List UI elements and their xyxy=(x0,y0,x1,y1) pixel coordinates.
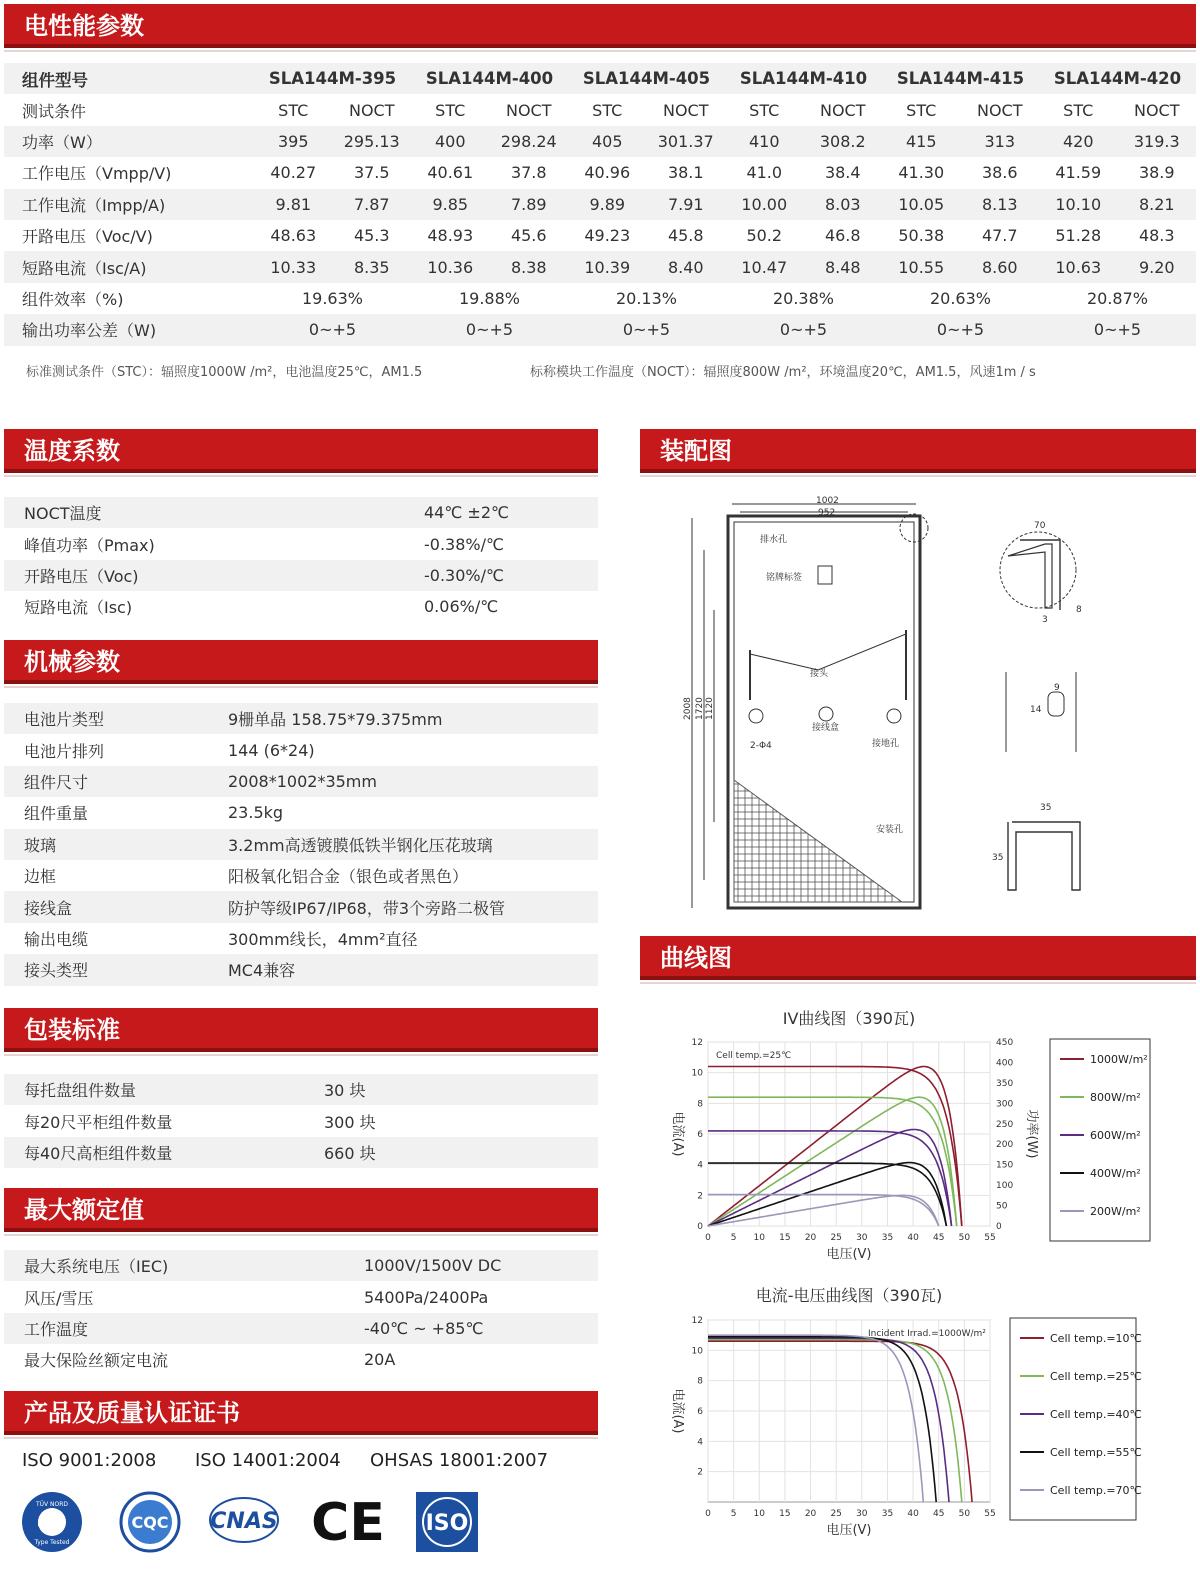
x-tick-label: 10 xyxy=(753,1509,765,1519)
section-header-curves: 曲线图 xyxy=(640,936,1196,980)
row-label: 每20尺平柜组件数量 xyxy=(24,1112,173,1132)
legend-entry: 400W/m² xyxy=(1090,1167,1141,1180)
row-label: 短路电流（Isc/A) xyxy=(22,258,147,278)
cell-value: 0~+5 xyxy=(308,320,357,340)
section-header-electrical: 电性能参数 xyxy=(4,4,1196,48)
cell-value: 10.55 xyxy=(898,257,945,277)
cell-value: 20.13% xyxy=(615,288,677,308)
svg-text:35: 35 xyxy=(992,853,1004,863)
chart-title: 电流-电压曲线图（390瓦) xyxy=(755,1286,943,1305)
cell-value: 10.10 xyxy=(1055,194,1102,214)
row-label: 峰值功率（Pmax) xyxy=(24,535,155,555)
y2-tick-label: 100 xyxy=(996,1181,1014,1192)
row-value: 0.06%/℃ xyxy=(424,597,499,617)
cell-value: 9.89 xyxy=(589,194,626,214)
y2-tick-label: 250 xyxy=(996,1119,1014,1130)
row-label: 开路电压（Voc/V) xyxy=(22,227,153,247)
cell-value: 41.0 xyxy=(746,163,783,183)
cell-value: 0~+5 xyxy=(936,320,985,340)
cell-value: 20.63% xyxy=(929,288,991,308)
y-tick-label: 8 xyxy=(697,1376,703,1387)
svg-text:9: 9 xyxy=(1054,683,1060,693)
row-label: 输出电缆 xyxy=(24,929,89,949)
row-label: 输出功率公差（W) xyxy=(22,321,157,341)
row-value: 20A xyxy=(364,1350,396,1370)
iso-logo xyxy=(416,1492,478,1552)
cell-value: 7.89 xyxy=(510,194,547,214)
condition-stc: STC xyxy=(278,100,309,120)
cell-value: 7.87 xyxy=(353,194,390,214)
cell-value: 40.27 xyxy=(270,163,317,183)
tolerance-row xyxy=(4,314,1196,345)
row-value: 2008*1002*35mm xyxy=(228,771,377,791)
model-label: 组件型号 xyxy=(22,70,88,90)
y-tick-label: 2 xyxy=(697,1467,703,1478)
table-row xyxy=(4,220,1196,251)
cell-value: 0~+5 xyxy=(779,320,828,340)
condition-noct: NOCT xyxy=(819,100,866,120)
cell-value: 301.37 xyxy=(657,131,714,151)
row-label: 电池片类型 xyxy=(24,710,105,730)
x-tick-label: 35 xyxy=(881,1509,894,1519)
legend-entry: 1000W/m² xyxy=(1090,1053,1148,1066)
table-row xyxy=(4,1344,598,1375)
cert-ohsas: OHSAS 18001:2007 xyxy=(370,1450,549,1471)
condition-stc: STC xyxy=(592,100,623,120)
row-label: 边框 xyxy=(24,867,57,887)
cell-value: 40.61 xyxy=(427,163,474,183)
row-value: 3.2mm高透镀膜低铁半钢化压花玻璃 xyxy=(228,835,493,855)
legend-entry: 200W/m² xyxy=(1090,1205,1141,1218)
row-value: 阳极氧化铝合金（银色或者黑色） xyxy=(228,867,469,887)
x-tick-label: 0 xyxy=(705,1509,711,1519)
cell-value: 8.40 xyxy=(667,257,704,277)
cell-value: 48.93 xyxy=(427,226,474,246)
svg-text:安装孔: 安装孔 xyxy=(876,825,904,835)
svg-text:1002: 1002 xyxy=(816,496,839,506)
row-value: -0.38%/℃ xyxy=(424,534,504,554)
table-row xyxy=(4,766,598,797)
table-row xyxy=(4,251,1196,282)
cell-value: 38.9 xyxy=(1138,163,1175,183)
y2-axis-label: 功率(W) xyxy=(1024,1109,1039,1159)
legend-entry: Cell temp.=55℃ xyxy=(1050,1446,1142,1459)
x-tick-label: 0 xyxy=(705,1233,711,1243)
svg-text:1120: 1120 xyxy=(705,697,715,720)
cell-value: 19.63% xyxy=(301,288,363,308)
svg-text:接地孔: 接地孔 xyxy=(872,739,900,749)
tuv-logo xyxy=(22,1492,82,1552)
table-row xyxy=(4,923,598,954)
cert-iso9001: ISO 9001:2008 xyxy=(22,1450,157,1471)
y2-tick-label: 400 xyxy=(996,1058,1014,1069)
svg-text:ISO: ISO xyxy=(425,1511,469,1536)
row-value: 1000V/1500V DC xyxy=(364,1256,502,1276)
electrical-table xyxy=(4,63,1196,346)
row-label: 组件效率（%) xyxy=(22,289,124,309)
cnas-logo xyxy=(210,1498,278,1542)
cert-iso14001: ISO 14001:2004 xyxy=(195,1450,341,1471)
cell-value: 400 xyxy=(434,131,466,151)
condition-stc: STC xyxy=(435,100,466,120)
legend-entry: Cell temp.=40℃ xyxy=(1050,1408,1142,1421)
cell-value: 51.28 xyxy=(1055,226,1102,246)
x-tick-label: 5 xyxy=(730,1233,737,1243)
cell-value: 395 xyxy=(277,131,309,151)
row-label: 每托盘组件数量 xyxy=(24,1081,137,1101)
cell-value: 41.30 xyxy=(898,163,945,183)
cell-value: 10.05 xyxy=(898,194,945,214)
condition-noct: NOCT xyxy=(976,100,1023,120)
svg-text:1720: 1720 xyxy=(695,697,705,720)
chart-annotation: Incident Irrad.=1000W/m² xyxy=(868,1329,986,1339)
x-tick-label: 35 xyxy=(881,1233,894,1243)
temperature-table xyxy=(4,497,598,623)
cell-value: 19.88% xyxy=(458,288,520,308)
section-header-certificates: 产品及质量认证证书 xyxy=(4,1391,598,1435)
row-value: 23.5kg xyxy=(228,803,284,823)
y-axis-label: 电流(A) xyxy=(670,1111,685,1157)
cell-value: 50.38 xyxy=(898,226,945,246)
cell-value: 0~+5 xyxy=(622,320,671,340)
y-tick-label: 6 xyxy=(697,1407,703,1417)
svg-text:14: 14 xyxy=(1030,705,1042,715)
svg-text:35: 35 xyxy=(1040,803,1052,813)
x-tick-label: 50 xyxy=(958,1233,971,1243)
table-row xyxy=(4,189,1196,220)
x-tick-label: 45 xyxy=(933,1509,945,1519)
cell-value: 10.39 xyxy=(584,257,631,277)
svg-text:CQC: CQC xyxy=(131,1513,169,1532)
x-tick-label: 15 xyxy=(779,1233,791,1243)
svg-text:排水孔: 排水孔 xyxy=(760,535,788,545)
y-tick-label: 2 xyxy=(697,1191,703,1202)
row-label: 接线盒 xyxy=(24,898,73,918)
x-tick-label: 15 xyxy=(779,1509,791,1519)
cell-value: 9.20 xyxy=(1138,257,1175,277)
condition-noct: NOCT xyxy=(348,100,395,120)
cell-value: 313 xyxy=(984,131,1016,151)
y-tick-label: 12 xyxy=(691,1316,703,1326)
table-row xyxy=(4,829,598,860)
x-tick-label: 10 xyxy=(753,1233,765,1243)
cell-value: 415 xyxy=(905,131,937,151)
noct-note: 标称模块工作温度（NOCT）：辐照度800W /m²，环境温度20℃，AM1.5，风速1m / s xyxy=(530,365,1036,380)
svg-text:8: 8 xyxy=(1076,605,1082,615)
cell-value: 41.59 xyxy=(1055,163,1102,183)
x-tick-label: 40 xyxy=(907,1233,919,1243)
table-row xyxy=(4,126,1196,157)
table-row xyxy=(4,891,598,922)
condition-row xyxy=(4,94,1196,125)
max-rating-table xyxy=(4,1250,598,1376)
table-row xyxy=(4,1281,598,1312)
x-tick-label: 45 xyxy=(933,1233,945,1243)
cell-value: 48.3 xyxy=(1138,226,1175,246)
y2-tick-label: 0 xyxy=(996,1222,1002,1232)
row-label: 每40尺高柜组件数量 xyxy=(24,1143,173,1163)
row-value: 9栅单晶 158.75*79.375mm xyxy=(228,710,443,730)
x-tick-label: 55 xyxy=(984,1233,996,1243)
svg-text:CE: CE xyxy=(311,1493,385,1553)
cell-value: 8.03 xyxy=(824,194,861,214)
condition-stc: STC xyxy=(749,100,780,120)
cell-value: 20.87% xyxy=(1086,288,1148,308)
cell-value: 295.13 xyxy=(343,131,400,151)
cell-value: 10.63 xyxy=(1055,257,1102,277)
cell-value: 420 xyxy=(1062,131,1094,151)
row-label: 工作温度 xyxy=(24,1319,89,1339)
x-tick-label: 25 xyxy=(830,1233,842,1243)
cell-value: 10.36 xyxy=(427,257,474,277)
row-value: 44℃ ±2℃ xyxy=(424,503,509,523)
legend-entry: 800W/m² xyxy=(1090,1091,1141,1104)
row-label: 玻璃 xyxy=(24,835,57,855)
svg-text:2-Φ4: 2-Φ4 xyxy=(750,741,772,751)
table-row xyxy=(4,734,598,765)
cell-value: 37.8 xyxy=(510,163,547,183)
model-name: SLA144M-410 xyxy=(739,69,868,89)
cell-value: 0~+5 xyxy=(1093,320,1142,340)
cell-value: 45.6 xyxy=(510,226,547,246)
cell-value: 8.48 xyxy=(824,257,861,277)
row-value: 300mm线长，4mm²直径 xyxy=(228,929,418,949)
cell-value: 46.8 xyxy=(824,226,861,246)
y-tick-label: 12 xyxy=(691,1038,703,1048)
cell-value: 45.8 xyxy=(667,226,704,246)
cell-value: 40.96 xyxy=(584,163,631,183)
cell-value: 7.91 xyxy=(667,194,704,214)
table-row xyxy=(4,860,598,891)
y2-tick-label: 50 xyxy=(996,1201,1008,1212)
cell-value: 38.6 xyxy=(981,163,1018,183)
row-value: 30 块 xyxy=(324,1081,366,1101)
row-label: 电池片排列 xyxy=(24,741,105,761)
svg-text:Type Tested: Type Tested xyxy=(34,1539,70,1546)
table-row xyxy=(4,703,598,734)
condition-stc: STC xyxy=(906,100,937,120)
table-row xyxy=(4,591,598,622)
cell-value: 8.13 xyxy=(981,194,1018,214)
table-row xyxy=(4,1105,598,1136)
table-row xyxy=(4,157,1196,188)
x-tick-label: 50 xyxy=(958,1509,971,1519)
legend-entry: 600W/m² xyxy=(1090,1129,1141,1142)
row-value: -40℃ ~ +85℃ xyxy=(364,1318,484,1338)
table-row xyxy=(4,954,598,985)
x-tick-label: 20 xyxy=(804,1233,817,1243)
condition-stc: STC xyxy=(1063,100,1094,120)
section-header-packaging: 包装标准 xyxy=(4,1008,598,1052)
cell-value: 38.4 xyxy=(824,163,861,183)
cqc-logo xyxy=(121,1493,179,1551)
row-label: 功率（W） xyxy=(22,132,102,152)
section-header-temperature: 温度系数 xyxy=(4,429,598,473)
x-tick-label: 25 xyxy=(830,1509,842,1519)
chart-title: IV曲线图（390瓦) xyxy=(782,1009,916,1028)
row-label: 风压/雪压 xyxy=(24,1288,94,1308)
y-tick-label: 6 xyxy=(697,1130,703,1140)
row-label: 工作电流（Impp/A) xyxy=(22,195,166,215)
stc-note: 标准测试条件（STC）：辐照度1000W /m²，电池温度25℃，AM1.5 xyxy=(26,365,423,380)
cell-value: 10.33 xyxy=(270,257,317,277)
y-tick-label: 8 xyxy=(697,1099,703,1110)
condition-noct: NOCT xyxy=(1133,100,1180,120)
row-value: -0.30%/℃ xyxy=(424,565,504,585)
ce-logo xyxy=(311,1493,385,1553)
svg-text:952: 952 xyxy=(818,508,836,518)
row-label: 组件重量 xyxy=(24,804,89,824)
svg-text:TÜV NORD: TÜV NORD xyxy=(35,1501,69,1508)
table-row xyxy=(4,497,598,528)
svg-text:70: 70 xyxy=(1034,521,1046,531)
cell-value: 47.7 xyxy=(981,226,1018,246)
model-name: SLA144M-395 xyxy=(268,69,397,89)
row-label: 开路电压（Voc) xyxy=(24,566,139,586)
cell-value: 8.38 xyxy=(510,257,547,277)
cell-value: 48.63 xyxy=(270,226,317,246)
row-label: 短路电流（Isc) xyxy=(24,598,133,618)
section-header-max-rating: 最大额定值 xyxy=(4,1188,598,1232)
y-tick-label: 4 xyxy=(697,1160,703,1171)
row-value: 300 块 xyxy=(324,1112,376,1132)
svg-text:3: 3 xyxy=(1042,615,1048,625)
certification-logos xyxy=(20,1488,500,1558)
cell-value: 10.00 xyxy=(741,194,788,214)
x-tick-label: 55 xyxy=(984,1509,996,1519)
y-tick-label: 10 xyxy=(691,1068,703,1079)
cell-value: 319.3 xyxy=(1133,131,1180,151)
cell-value: 50.2 xyxy=(746,226,783,246)
cell-value: 10.47 xyxy=(741,257,788,277)
section-header-mechanical: 机械参数 xyxy=(4,640,598,684)
condition-noct: NOCT xyxy=(505,100,552,120)
table-row xyxy=(4,1137,598,1168)
x-tick-label: 20 xyxy=(804,1509,817,1519)
y2-tick-label: 300 xyxy=(996,1099,1014,1110)
legend-entry: Cell temp.=10℃ xyxy=(1050,1332,1142,1345)
row-value: 660 块 xyxy=(324,1143,376,1163)
table-row xyxy=(4,1074,598,1105)
svg-text:接线盒: 接线盒 xyxy=(812,723,840,733)
cell-value: 49.23 xyxy=(584,226,631,246)
table-row xyxy=(4,560,598,591)
iv-chart xyxy=(640,1002,1196,1274)
mechanical-table xyxy=(4,703,598,986)
row-label: 最大保险丝额定电流 xyxy=(24,1351,169,1371)
y-tick-label: 10 xyxy=(691,1346,703,1357)
section-header-assembly: 装配图 xyxy=(640,429,1196,473)
condition-label: 测试条件 xyxy=(22,101,87,121)
table-row xyxy=(4,1250,598,1281)
row-value: MC4兼容 xyxy=(228,961,296,981)
y2-tick-label: 350 xyxy=(996,1078,1014,1089)
assembly-drawing xyxy=(640,490,1196,920)
y-tick-label: 0 xyxy=(697,1222,703,1232)
cell-value: 8.35 xyxy=(353,257,390,277)
cell-value: 405 xyxy=(591,131,623,151)
table-row xyxy=(4,1313,598,1344)
model-name: SLA144M-420 xyxy=(1053,69,1182,89)
efficiency-row xyxy=(4,283,1196,314)
model-row xyxy=(4,63,1196,94)
row-label: 组件尺寸 xyxy=(24,772,89,792)
svg-text:2008: 2008 xyxy=(683,697,693,720)
row-label: NOCT温度 xyxy=(24,504,102,524)
cell-value: 20.38% xyxy=(772,288,834,308)
svg-text:铭牌标签: 铭牌标签 xyxy=(766,573,803,583)
legend-entry: Cell temp.=25℃ xyxy=(1050,1370,1142,1383)
x-axis-label: 电压(V) xyxy=(826,1523,872,1538)
table-row xyxy=(4,528,598,559)
temperature-iv-chart xyxy=(640,1282,1196,1562)
cell-value: 298.24 xyxy=(500,131,557,151)
y-axis-label: 电流(A) xyxy=(670,1388,685,1434)
cell-value: 38.1 xyxy=(667,163,704,183)
cell-value: 9.81 xyxy=(275,194,312,214)
y2-tick-label: 150 xyxy=(996,1160,1014,1171)
row-value: 5400Pa/2400Pa xyxy=(364,1287,489,1307)
x-tick-label: 30 xyxy=(856,1233,868,1243)
x-tick-label: 40 xyxy=(907,1509,919,1519)
cell-value: 37.5 xyxy=(353,163,390,183)
cell-value: 308.2 xyxy=(819,131,866,151)
row-label: 接头类型 xyxy=(24,961,89,981)
x-axis-label: 电压(V) xyxy=(826,1247,872,1262)
x-tick-label: 5 xyxy=(730,1509,737,1519)
model-name: SLA144M-405 xyxy=(582,69,711,89)
chart-annotation: Cell temp.=25℃ xyxy=(716,1051,792,1061)
model-name: SLA144M-415 xyxy=(896,69,1025,89)
svg-text:CNAS: CNAS xyxy=(210,1509,278,1534)
condition-noct: NOCT xyxy=(662,100,709,120)
y2-tick-label: 450 xyxy=(996,1038,1014,1048)
cell-value: 410 xyxy=(748,131,780,151)
cell-value: 45.3 xyxy=(353,226,390,246)
cell-value: 8.21 xyxy=(1138,194,1175,214)
row-label: 最大系统电压（IEC) xyxy=(24,1257,169,1277)
svg-text:接头: 接头 xyxy=(810,669,829,679)
y-tick-label: 4 xyxy=(697,1437,703,1448)
row-label: 工作电压（Vmpp/V) xyxy=(22,164,172,184)
model-name: SLA144M-400 xyxy=(425,69,554,89)
cell-value: 9.85 xyxy=(432,194,469,214)
packaging-table xyxy=(4,1074,598,1168)
row-value: 防护等级IP67/IP68，带3个旁路二极管 xyxy=(228,898,506,918)
y2-tick-label: 200 xyxy=(996,1140,1014,1151)
x-tick-label: 30 xyxy=(856,1509,868,1519)
legend-entry: Cell temp.=70℃ xyxy=(1050,1484,1142,1497)
row-value: 144 (6*24) xyxy=(228,740,315,760)
table-row xyxy=(4,797,598,828)
cell-value: 0~+5 xyxy=(465,320,514,340)
cell-value: 8.60 xyxy=(981,257,1018,277)
